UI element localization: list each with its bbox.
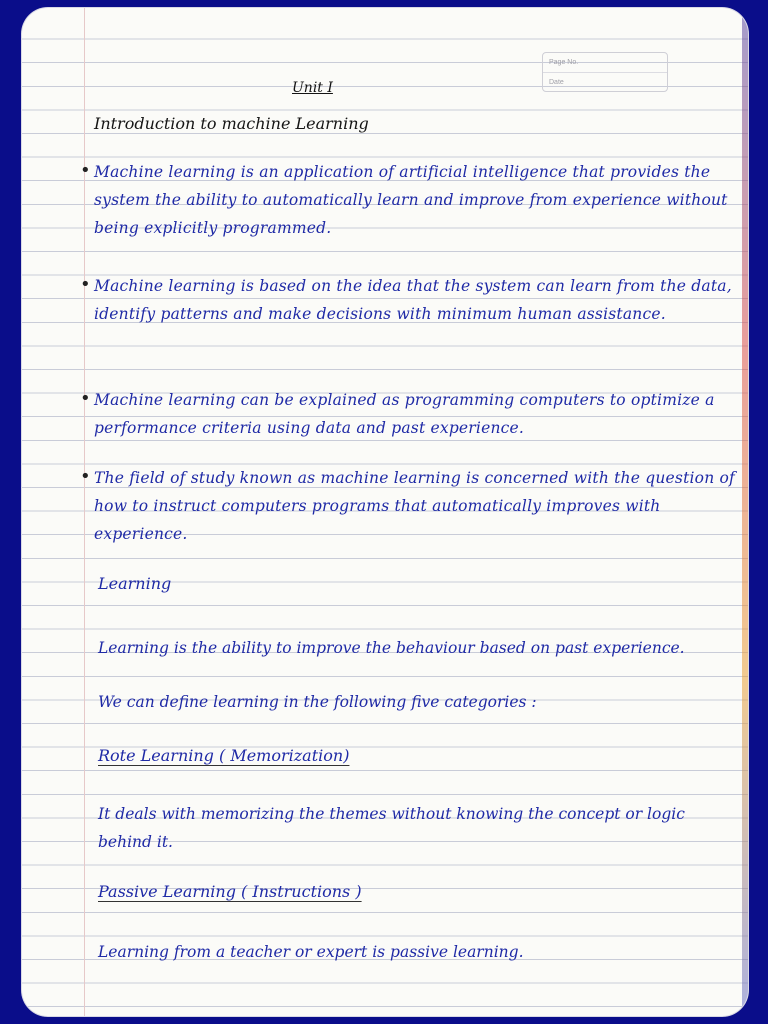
section-heading: Introduction to machine Learning [94, 114, 369, 133]
bullet-dot-icon: • [80, 388, 91, 409]
learning-categories-line: We can define learning in the following five categories : [98, 693, 537, 711]
date-label: Date [543, 72, 667, 92]
bullet-text: Machine learning is based on the idea that the system can learn from the data, identify patterns and make decisions with minimum human assistance. [94, 277, 732, 323]
page-edge [742, 8, 748, 1016]
unit-title: Unit I [292, 80, 333, 96]
bullet-4 [80, 464, 740, 548]
notebook-page [22, 8, 748, 1016]
bullet-3 [80, 386, 740, 442]
learning-paragraph: Learning is the ability to improve the behaviour based on past experience. [98, 639, 685, 657]
bullet-text: Machine learning can be explained as programming computers to optimize a performance criteria using data and past experience. [94, 391, 715, 437]
bullet-text: Machine learning is an application of artificial intelligence that provides the system the ability to automatically learn and improve from experience without being explicitly programmed. [94, 163, 728, 237]
bullet-1 [80, 158, 740, 242]
bullet-2 [80, 272, 740, 328]
rote-learning-heading: Rote Learning ( Memorization) [98, 746, 350, 765]
page-no-label: Page No. [549, 59, 579, 66]
page-date-box [542, 52, 668, 92]
learning-heading: Learning [98, 574, 172, 593]
rote-learning-text: It deals with memorizing the themes without knowing the concept or logic behind it. [98, 805, 685, 851]
bullet-dot-icon: • [80, 274, 91, 295]
bullet-dot-icon: • [80, 466, 91, 487]
bullet-dot-icon: • [80, 160, 91, 181]
passive-learning-heading: Passive Learning ( Instructions ) [98, 882, 362, 901]
passive-learning-text: Learning from a teacher or expert is passive learning. [98, 943, 524, 961]
bullet-text: The field of study known as machine learning is concerned with the question of how to instruct computers programs that automatically improves with experience. [94, 469, 735, 543]
